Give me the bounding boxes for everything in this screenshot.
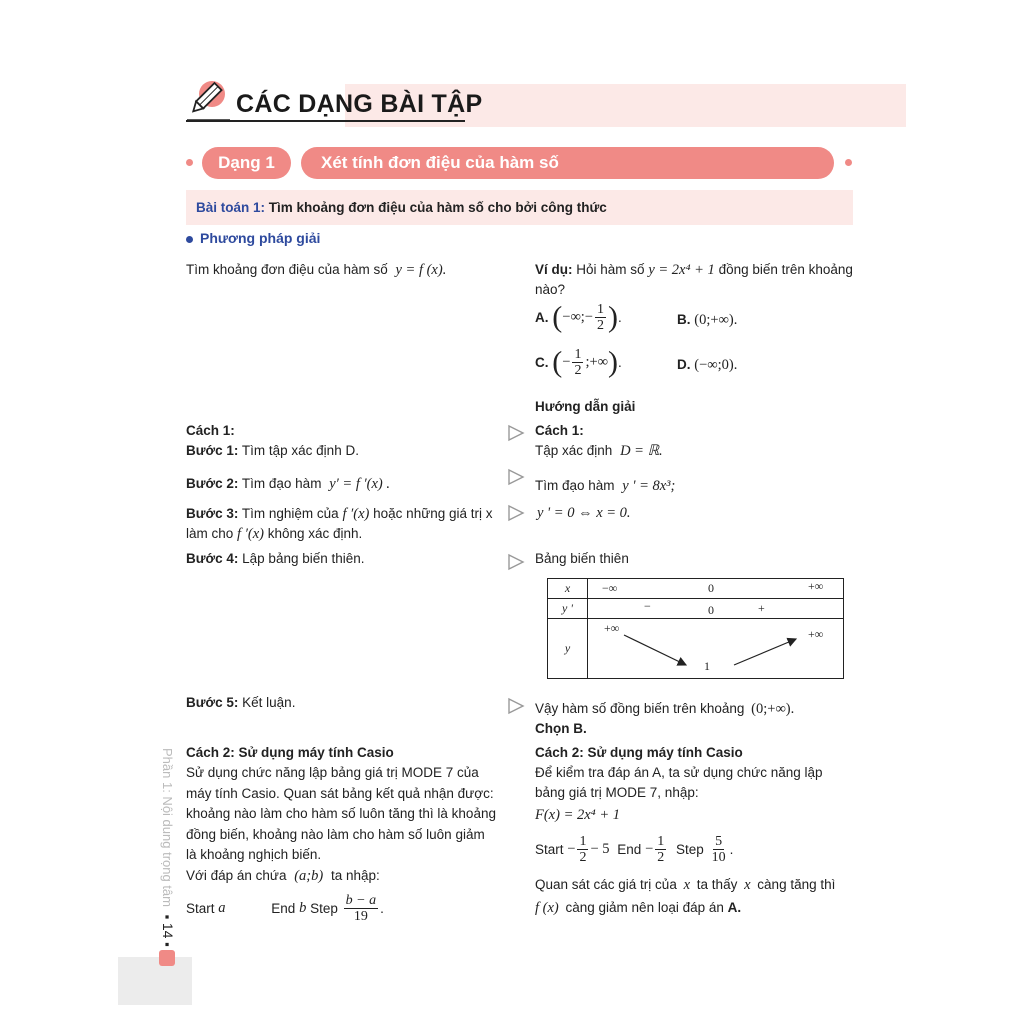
txd-math: D = ℝ. <box>620 443 663 459</box>
vidu-line2: nào? <box>535 282 566 297</box>
left-step2 <box>186 474 390 494</box>
frac-num: 1 <box>579 834 587 849</box>
right-c2-f: F(x) = 2x⁴ + 1 <box>535 807 620 823</box>
right-obs1 <box>535 875 835 895</box>
option-b-label: B. <box>677 312 691 327</box>
option-d-label: D. <box>677 357 691 372</box>
left-step3 <box>186 504 493 524</box>
cach2-line: đồng biến, khoảng nào làm cho hàm số luôn giảm <box>186 826 485 842</box>
frac-den: 2 <box>597 318 604 333</box>
start-label: Start <box>535 842 564 857</box>
right-cach1: Cách 1: <box>535 423 584 438</box>
cach2-line: khoảng nào làm cho hàm số luôn tăng thì là khoảng <box>186 806 496 821</box>
obs2-A: A. <box>727 900 742 915</box>
start-frac <box>577 834 588 865</box>
bullet-dot <box>186 236 193 243</box>
dang-title: Xét tính đơn điệu của hàm số <box>321 153 559 172</box>
option-a-frac <box>595 302 606 333</box>
right-obs2 <box>535 898 741 918</box>
option-a[interactable]: A. (−∞;− $\frac{1}{2}$ ). <box>535 300 622 334</box>
row-yp-values <box>588 599 844 619</box>
option-c-pre: − <box>562 354 571 370</box>
frac-den: 2 <box>579 850 587 865</box>
pencil-icon <box>186 78 230 122</box>
frac-den: 2 <box>574 363 582 378</box>
frac-den: 10 <box>711 850 726 865</box>
right-txd <box>535 441 663 461</box>
end-minus: − <box>645 841 654 857</box>
yp-plus: + <box>758 601 765 615</box>
end-frac <box>655 834 666 865</box>
row-yp-label: y ' <box>548 599 588 619</box>
voi-math: (a;b) <box>294 868 324 884</box>
obs1c: càng tăng thì <box>757 877 836 892</box>
dang-tag <box>202 147 291 179</box>
step3-label: Bước 3: <box>186 506 239 521</box>
step3-math: f ′(x) <box>342 506 370 522</box>
left-start-row: Start a End b Step $\frac{b - a}{19}$ . <box>186 893 384 924</box>
start-label: Start <box>186 901 215 916</box>
play-arrow-icon <box>507 553 525 571</box>
start-a: a <box>218 900 226 916</box>
option-a-label: A. <box>535 310 549 325</box>
y-min: 1 <box>704 659 710 673</box>
left-intro-text: Tìm khoảng đơn điệu của hàm số <box>186 262 388 277</box>
yp-minus: − <box>644 599 651 613</box>
variation-arrows <box>588 619 843 679</box>
obs1-x: x <box>683 877 691 893</box>
step2-label: Bước 2: <box>186 476 239 491</box>
step3-text2: hoặc những giá trị x <box>373 506 493 521</box>
cach2-line: là khoảng nghịch biến. <box>186 847 322 862</box>
frac-den: 2 <box>657 850 665 865</box>
play-arrow-icon <box>507 468 525 486</box>
play-arrow-icon <box>507 697 525 715</box>
step2-math: y′ = f ′(x) . <box>329 476 391 492</box>
x-pos-inf: +∞ <box>808 579 824 593</box>
left-cach2-body <box>186 763 496 866</box>
cach2-line: máy tính Casio. Quan sát bảng kết quả nhận được: <box>186 785 494 801</box>
page-number: 14 <box>160 922 176 939</box>
option-c-label: C. <box>535 355 549 370</box>
step5-text: Kết luận. <box>242 695 296 710</box>
right-c2-l2: bảng giá trị MODE 7, nhập: <box>535 785 699 800</box>
frac-num: b − a <box>345 893 377 908</box>
dang-tag-label: Dạng 1 <box>218 153 275 172</box>
yp-zero: 0 <box>708 603 714 617</box>
vidu-math: y = 2x⁴ + 1 <box>648 262 715 278</box>
row-x-values <box>588 579 844 599</box>
x-neg-inf: −∞ <box>602 581 618 595</box>
left-cach2: Cách 2: Sử dụng máy tính Casio <box>186 745 394 760</box>
dao-ham-text: Tìm đạo hàm <box>535 478 615 493</box>
left-step5 <box>186 693 295 713</box>
y-left-inf: +∞ <box>604 621 620 635</box>
vidu <box>535 260 853 280</box>
play-arrow-icon <box>507 504 525 522</box>
left-step4 <box>186 549 365 569</box>
increase-arrow <box>734 639 796 665</box>
obs1b: ta thấy <box>696 877 738 892</box>
vidu-text2: đồng biến trên khoảng <box>718 262 853 277</box>
step3-text: Tìm nghiệm của <box>241 506 339 521</box>
voi-text2: ta nhập: <box>330 868 380 883</box>
left-step3-line2 <box>186 524 362 544</box>
txd-text: Tập xác định <box>535 443 613 458</box>
frac-num: 1 <box>574 347 582 362</box>
step-fraction <box>344 893 378 924</box>
row-y-label: y <box>548 619 588 679</box>
table-row <box>548 619 844 679</box>
bai-toan-label: Bài toán 1: <box>196 200 266 215</box>
right-nghiem: y ' = 0 ⇔ x = 0. <box>537 505 631 521</box>
left-voi <box>186 866 380 886</box>
decrease-arrow <box>624 635 686 665</box>
y-right-inf: +∞ <box>808 627 824 641</box>
frac-num: 1 <box>657 834 665 849</box>
dot-left <box>186 159 193 166</box>
step4-text: Lập bảng biến thiên. <box>242 551 365 566</box>
obs2b: càng giảm nên loại đáp án <box>565 900 724 915</box>
option-d-math: (−∞;0). <box>694 357 738 373</box>
step1-label: Bước 1: <box>186 443 239 458</box>
step4-label: Bước 4: <box>186 551 239 566</box>
vidu-text: Hỏi hàm số <box>576 262 645 277</box>
option-c-post: ;+∞ <box>585 354 608 370</box>
bai-toan-text: Tìm khoảng đơn điệu của hàm số cho bởi công thức <box>268 200 607 215</box>
bai-toan-box <box>186 190 853 225</box>
step-frac <box>710 834 728 865</box>
left-cach1: Cách 1: <box>186 423 235 438</box>
left-step1 <box>186 441 359 461</box>
frac-num: 5 <box>715 834 723 849</box>
vidu-label: Ví dụ: <box>535 262 573 277</box>
end-label: End <box>617 842 642 857</box>
side-text: Phần 1: Nội dung trọng tâm <box>160 748 175 907</box>
row-x-label: x <box>548 579 588 599</box>
option-d[interactable] <box>677 357 737 374</box>
frac-den: 19 <box>353 909 368 924</box>
dang-title-bar <box>301 147 834 179</box>
corner-block <box>118 957 192 1005</box>
ket-luan <box>535 699 794 719</box>
start-post: − 5 <box>590 841 610 857</box>
right-c2-l1: Để kiểm tra đáp án A, ta sử dụng chức năng lập <box>535 765 823 780</box>
obs1-x2: x <box>744 877 751 893</box>
side-label: Phần 1: Nội dung trọng tâm ▪ 14 ▪ <box>160 748 176 947</box>
right-bbt: Bảng biến thiên <box>535 551 629 566</box>
step5-label: Bước 5: <box>186 695 239 710</box>
end-label: End <box>271 901 296 916</box>
play-arrow-icon <box>507 424 525 442</box>
left-intro-math: y = f (x). <box>395 262 447 278</box>
step3-line2-math: f ′(x) <box>237 526 264 542</box>
frac-num: 1 <box>597 302 604 317</box>
step-label: Step <box>310 901 338 916</box>
ket-luan-math: (0;+∞). <box>751 701 795 717</box>
table-row <box>548 599 844 619</box>
right-start-row: Start − $\frac{1}{2}$ − 5 End − $\frac{1}{2}$ Step $\frac{5}{10}$ . <box>535 834 734 865</box>
voi-text: Với đáp án chứa <box>186 868 287 883</box>
huong-dan: Hướng dẫn giải <box>535 399 636 414</box>
phuong-phap-heading: Phương pháp giải <box>200 230 321 246</box>
table-row <box>548 579 844 599</box>
obs1a: Quan sát các giá trị của <box>535 877 677 892</box>
option-c[interactable]: C. (− $\frac{1}{2}$ ;+∞). <box>535 345 622 379</box>
step-label: Step <box>676 842 704 857</box>
row-y-values <box>588 619 844 679</box>
x-zero: 0 <box>708 581 714 595</box>
page-marker <box>159 950 175 966</box>
start-minus: − <box>567 841 576 857</box>
dao-ham-math: y ' = 8x³; <box>622 478 676 494</box>
step1-text: Tìm tập xác định D. <box>241 443 359 458</box>
variation-table <box>547 578 844 679</box>
ket-luan-text: Vậy hàm số đồng biến trên khoảng <box>535 701 745 716</box>
right-dao-ham <box>535 476 675 496</box>
page-title: CÁC DẠNG BÀI TẬP <box>236 90 483 118</box>
option-a-math: −∞;− <box>562 309 593 325</box>
option-b-math: (0;+∞). <box>694 312 738 328</box>
step3-line2a: làm cho <box>186 526 234 541</box>
step2-text: Tìm đạo hàm <box>241 476 322 491</box>
right-cach2: Cách 2: Sử dụng máy tính Casio <box>535 745 743 760</box>
step3-line2b: không xác định. <box>267 526 363 541</box>
option-b[interactable] <box>677 312 737 329</box>
dot-right <box>845 159 852 166</box>
obs2-f: f (x) <box>535 900 559 916</box>
option-c-frac <box>572 347 583 378</box>
cach2-line: Sử dụng chức năng lập bảng giá trị MODE 7 của <box>186 765 479 780</box>
title-underline <box>186 120 465 122</box>
chon-b: Chọn B. <box>535 721 587 736</box>
left-intro <box>186 260 446 280</box>
end-b: b <box>299 900 307 916</box>
